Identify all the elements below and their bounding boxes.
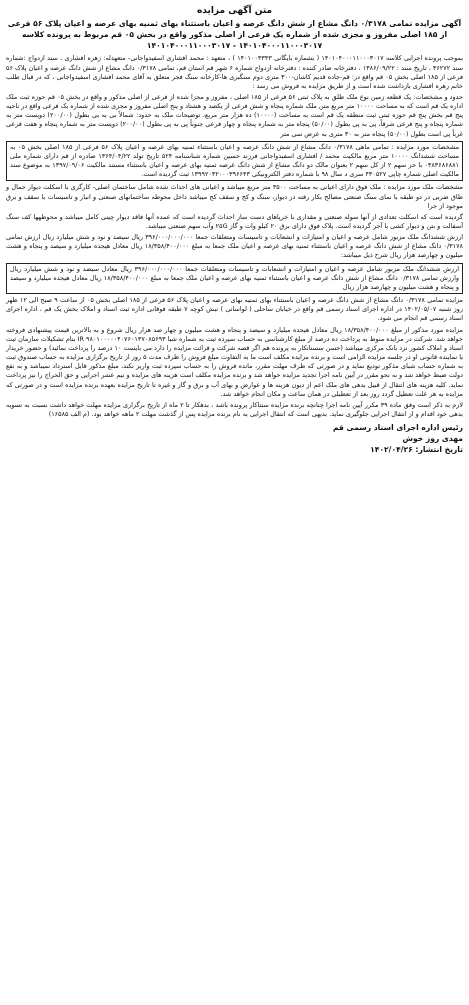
paragraph-boundaries: حدود و مشخصات: یک قطعه زمین نوع ملک طلق به پلاک ثبتی ۵۶ فرعی از ۱۸۵ اصلی ، مفروز و مجزا شده از فرعی از اصلی مذکور و واقع در بخش ۰۵ قم حوزه ثبت ملک اداره یک قم است که به مساحت ۱۰۰۰۰ متر مربع متن ملک شماره پنجاه و شش فرعی از یکصد و هشتاد و پنج اصلی مفروز و مجزی شده از شماره یک فرعی واقع در ناحیه پنج قم بخش پنج قم حوزه ثبتی ثبت منطقه یک قم است به مساحت (۱۰۰۰۰) ده هزار متر مربع، توضیحات ملک به حدود: شمالاً بی به بی بطول (۲۰۰/۰۰) دویست متر به شماره پنجاه و پنج فرعی شرقاً، پی به پی بطول (۵۰/۰۰) پنجاه متر به شماره پنجاه و چهار فرعی جنوباً پی به پی بطول (۲۰۰/۰۰) دویست متر به شماره پنجاه و هفت فرعی غرباً پی است بطول (۵۰/۰۰) پنجاه متر به ۳۰ متری به عرض سی متر [6, 92, 464, 138]
paragraph-article-39: لازم به ذکر است وفق ماده ۳۹ مکرر آیین نامه اجرا چنانچه برنده مزایده ستتاکار پرونده باشد ، بدهکار تا ۲ ماه از تاریخ برگزاری مزایده مهلت خواهد داشت نسبت به تسویه بدهی خود اقدام و از انتقال اجرایی جلوگیری نماید. بدیهی است که انتقال اجرایی به نام برنده مزایده پس از گذشت مهلت ۲ ماهه خواهد بود. (م الف ۱۶۵۸۵) [6, 400, 464, 418]
paragraph-property-details: مشخصات ملک مورد مزایده : ملک فوق دارای اعیانی به مساحت ۳۵۰۰ متر مربع میباشد و اعیانی های احداث شده شامل ساختمان اصلی- کارگری با اسکلت دیوار حمال و طاق ضربی در دو طبقه با نمای سنگ صنعتی مصالح بکار رفته در دیوار، سنگ و کج و سقف کج میباشد داخل محوطه ساختمانهای صنعتی و انبار و تاسیسات با سقف و برق موجود از جرا [6, 183, 463, 210]
paragraph-auction-time-place: مزایده تمامی ۰/۳۱۷۸ دانگ مشاع از شش دانگ عرصه و اعیان باستثناء بهای ثمنیه بهای عرصه و اعیان پلاک ۵۶ فرعی از ۱۸۵ اصلی بخش ۰۵ از ساعت ۹ صبح الی ۱۲ ظهر روز شنبه ۱۴۰۲/۰۵/۰۷ در اداره اجرای اسناد رسمی قم واقع در خیابان ساحلی ( لواسانی ) نبش کوچه ۷ طبقه فوقانی اداره ثبت اسناد و املاک بخش یک قم ، اداره اجرای اسناد رسمی قم انجام می شود. [6, 296, 464, 323]
paragraph-auction-terms: مزایده مورد مذکور از مبلغ ۱۸/۳۵۸/۴۰۰/۰۰۰ ریال معادل هیجده میلیارد و سیصد و پنجاه و هشت میلیون و چهار صد هزار ریال شروع و به بالاترین قیمت پیشنهادی فروخته خواهد شد. شرکت در مزایده منوط به پرداخت ده درصد از مبلغ کارشناسی به حساب سپرده ثبت به شماره شبا IR ۹۸۰۱۰۰۰۰۰۴۰۷۶۰۱۳۷۰۸۵۶۹۳ بنام تشکیلات سازمان ثبت اسناد و املاک کشور نزد بانک مرکزی میباشد (حسن سستانکار به پرونده هم اگر قصه شرکت و قرائت مزایده را دارد می بایست ۱۰ درصد را پرداخت نمائید) و حضور خریدار یا نماینده قانونی او در جلسه مزایده الزامی است و برنده مزایده مکلف است ما به التفاوت مبلغ فروش را ظرف مدت ۵ روز از تاریخ برگزاری مزایده به حساب صندوق ثبت به شماره حساب شبای مذکور تودیع نماید و در صورتی که طرف مهلت مقرر، مانده فروش را به حساب سپرده ثبت واریز نکند، مبلغ مذکور قابل استرداد نمیباشد و به نفع دولت ضبط خواهد شد و به نحو مقرر در آیین نامه اجرا تجدید مزایده خواهد شد و برنده مزایده مکلف است هزینه های مزایده و نیم عشر اجرایی و حق الحراج را نیز پرداخت نماید. کلیه هزینه های انتقال از قبیل بدهی های ملک اعم از دیون هزینه ها و عوارض و بهای آب و برق و گاز و غیره تا تاریخ مزایده بعهده برنده مزایده است و در صورتی که مزایده به هر علت تعطیل گردد روز بعد از تعطیلی در همان ساعت و مکان انجام خواهد شد. [6, 325, 463, 398]
footer-date: تاریخ انتشار: ۱۴۰۲/۰۴/۲۶ [370, 445, 463, 455]
footer-office: رئیس اداره اجرای اسناد رسمی قم [332, 423, 463, 433]
notice-title: متن آگهی مزایده [196, 6, 273, 16]
paragraph-valuation-2: ارزش ششدانگ ملک مزبور شامل عرصه و اعیان و امتیازات و انشعابات و تاسیسات ومتعلقات جمعا ۳۹۶/۰۰۰/۰۰۰/۰۰۰ ریال معادل سیصد و نود و شش میلیارد ریال وارزش تمامی ۰/۳۱۷۸ دانگ مشاع از شش دانگ عرصه و اعیان باستثناء ثمنیه بهای عرصه و اعیان ملک جمعا به مبلغ ۱۸/۳۵۸/۴۰۰/۰۰۰ ریال معادل هیجده میلیارد و سیصد و پنجاه و هشت میلیون و چهارصد هزار ریال [6, 263, 463, 294]
paragraph-buildings: گردیده است که اسکلت تعدادی از آنها سوله صنعتی و مقداری با خرپاهای دست ساز احداث گردیده است که عمده آنها فاقد دیوار چینی کامل میباشد و محوطهها کف سنگ آسفالت و بتن و دیوار کشی با آجر گردیده است. پلاک فوق دارای برق ۲۰ کیلو وات و گاز ۲۵G وآب سهم صنعتی میباشد. [6, 212, 463, 230]
notice-headline: آگهی مزایده تمامی ۰/۳۱۷۸ دانگ مشاع از شش دانگ عرصه و اعیان باستثناء بهای ثمنیه بهای عرصه و اعیان پلاک ۵۶ فرعی از ۱۸۵ اصلی مفروز و مجزی شده از شماره یک فرعی از اصلی مذکور واقع در بخش ۰۵ قم مربوط به پرونده کلاسه ۱۴۰۱۰۴۰۰۰۱۱۰۰۰۳۰۱۷ - ۱۴۰۱۰۴۰۰۰۱۱۰۰۰۳۰۱۷ [7, 19, 462, 50]
footer-name: مهدی روز خوش [402, 434, 463, 444]
notice-footer [6, 422, 463, 455]
paragraph-valuation-1: ارزش ششدانگ ملک مزبور شامل عرصه و اعیان و امتیازات و انشعابات و تاسیسات ومتعلقات جمعا ۳۹۶/۰۰۰/۰۰۰/۰۰۰ ریال سیصد و نود و شش میلیارد ریال ارزش تمامی ۰/۳۱۷۸ دانگ مشاع از شش دانگ عرصه و اعیان باستثناء ثمنیه بهای عرصه و اعیان ملک جمعا به مبلغ ۱۸/۳۵۸/۴۰۰/۰۰۰ ریال معادل هیجده میلیارد و سیصد و پنجاه و هشت میلیون و چهارصد هزار ریال شرح ذیل میباشد: [6, 233, 464, 260]
paragraph-auction-subject: مشخصات مورد مزایده : تمامی ماهی ۰/۳۱۷۸ دانگ مشاع از شش دانگ عرصه و اعیان باستثناء ثمنیه بهای عرصه و اعیان پلاک ۵۶ فرعی از ۱۸۵ اصلی بخش ۰۵ به مساحت ششدانگ ۱۰۰۰۰ متر مربع مالکیت محمد / افشاری اسفیدواجانی فرزند حسین شماره شناسنامه ۵۲۴ تاریخ تولد ۱۳۶۴/۰۴/۲۲ صادره از قم دارای شماره ملی ۰۳۸۳۶۸۶۸۸۱ با حز سهم ۲ از کل سهم ۲ بعنوان مالک دو دانگ مشاع از شش دانگ عرصه ثمنیه بهای عرصه و اعیان باستثناء مستند مالکیت ۱۳۹۷/۰۹/۰۶ به موضوع سند مالکیت اصلی شماره چاپی ۴۳۰۵۲۷ سری د سال ۹۸ با شماره دفتر الکترونیکی ۱۳۹۹۲۰۳۲۰۰۰۳۹۶۶۴۳ ثبت گردیده است. [6, 141, 463, 182]
paragraph-case-intro: بموجب پرونده اجرایی کلاسه ۱۴۰۱۰۴۰۰۰۱۱۰۰۰۳۰۱۷ ( بشماره بایگانی ۱۴۰۱۰۰۳۳۴۳ ) ، متعهد : محمد افشاری اسفیدواجانی- متعهدله: زهره افشاری ، سند ازدواج :شماره سند ۳۶۲۷۲ ، تاریخ سند : ۱۳۸۶/۰۹/۲۲ ، دفترخانه صادر کننده : دفترخانه ازدواج شماره ۶ شهر قم استان قم، تمامی ۰/۳۱۷۸ دانگ مشاع از شش دانگ عرصه و اعیان پلاک ۵۶ فرعی از ۱۸۵ اصلی بخش ۰۵ قم واقع در: قم-جاده قدیم کاشان-۳۰۰ متری دوم سنگبری ها-کارخانه سنگ فجر متعلق به آقای محمد افشاری اسفیدواجانی ، که در قبال طلب خانم زهره افشاری بازداشت شده است و از طریق مزایده به فروش می رسد : [6, 54, 464, 90]
